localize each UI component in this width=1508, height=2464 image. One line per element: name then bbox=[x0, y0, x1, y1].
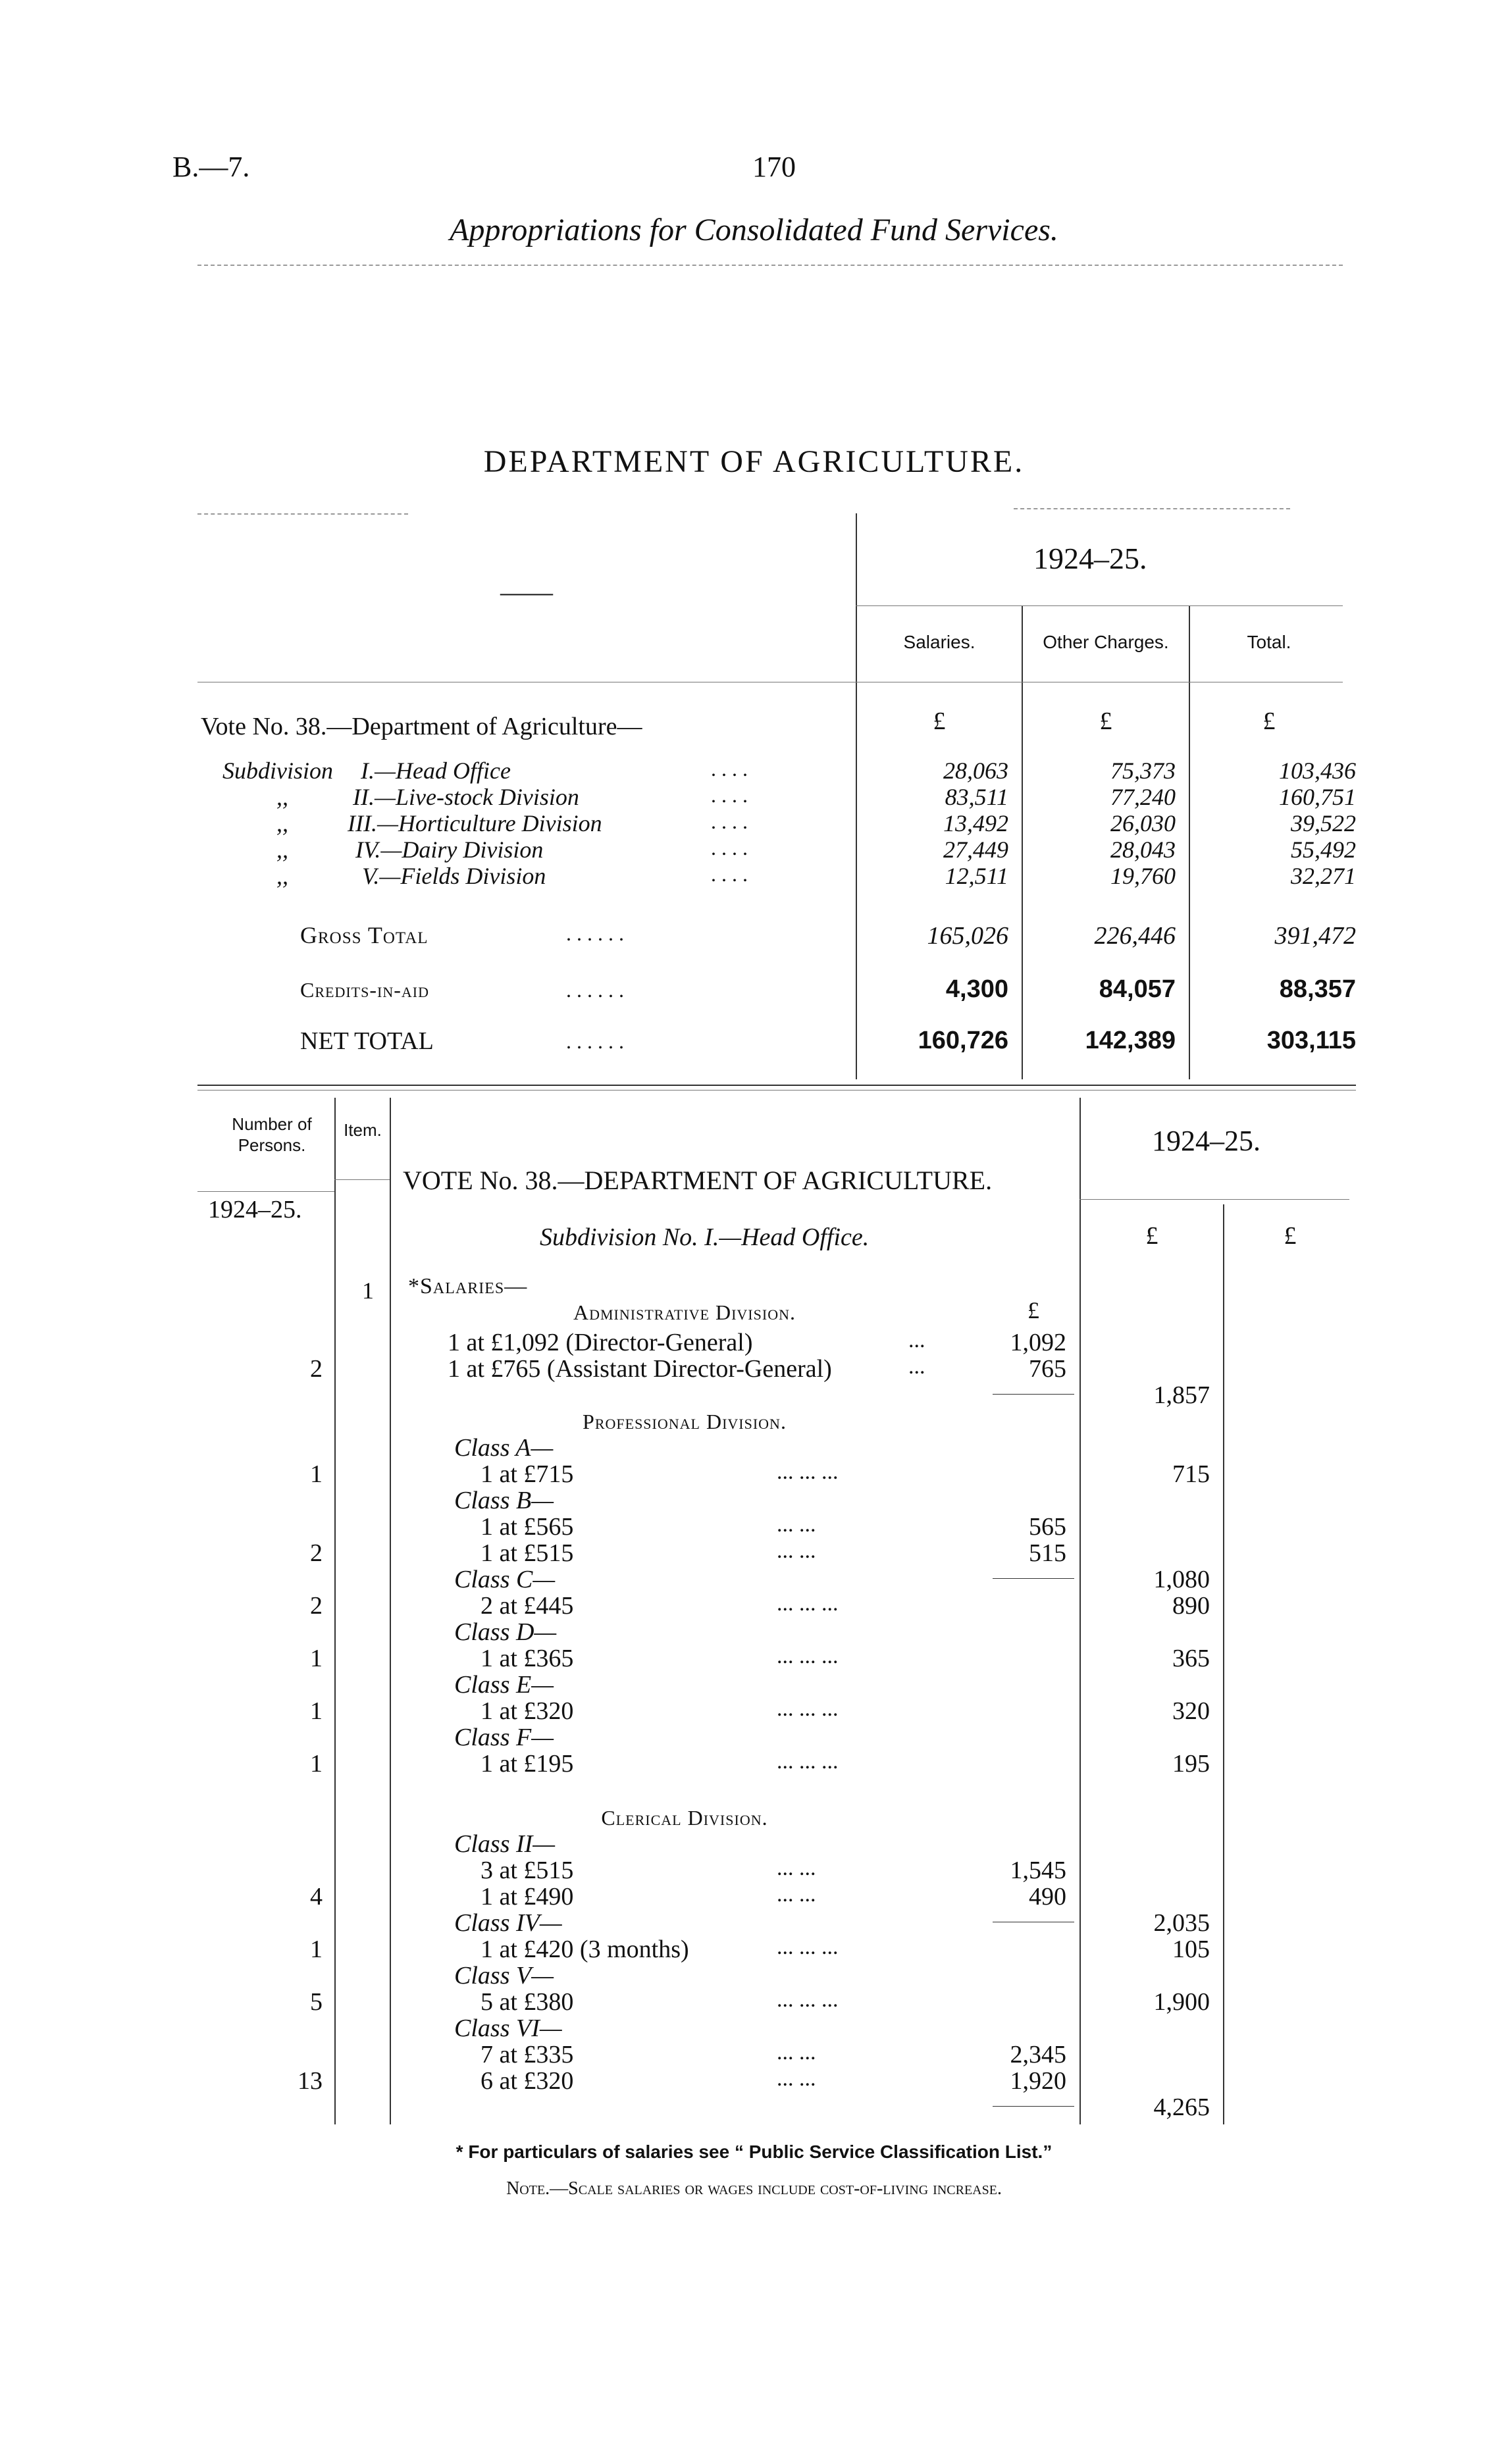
admin-subtotal: 1,857 bbox=[1153, 1381, 1210, 1409]
gross-other: 226,446 bbox=[1094, 922, 1176, 950]
class-persons: 1 bbox=[310, 1645, 323, 1672]
subdivision-prefix: ,, bbox=[276, 784, 288, 810]
class-label: Class VI— bbox=[454, 2015, 562, 2042]
page-code: B.—7. bbox=[172, 151, 250, 183]
detail-year-rule bbox=[1079, 1199, 1349, 1200]
class-line: 1 at £195 bbox=[481, 1750, 574, 1778]
class-persons: 2 bbox=[310, 1592, 323, 1620]
row-dots: . . . . . . bbox=[566, 1029, 624, 1053]
class-amount: 1,545 bbox=[1010, 1857, 1066, 1884]
class-label: Class F— bbox=[454, 1724, 554, 1751]
line-dots: ... bbox=[908, 1354, 925, 1379]
summary-heading: DEPARTMENT OF AGRICULTURE. bbox=[483, 444, 1025, 479]
credits-total: 88,357 bbox=[1279, 975, 1356, 1003]
row-salaries: 27,449 bbox=[943, 836, 1008, 863]
class-persons: 1 bbox=[310, 1750, 323, 1778]
net-total-label: NET TOTAL bbox=[300, 1027, 434, 1055]
subdivision-label: I.—Head Office bbox=[361, 757, 511, 784]
net-salaries: 160,726 bbox=[918, 1027, 1008, 1054]
prof-division-heading: Professional Division. bbox=[583, 1410, 787, 1433]
detail-col-divider-persons bbox=[334, 1098, 336, 2124]
class-label: Class IV— bbox=[454, 1909, 562, 1937]
row-dots: . . . . bbox=[711, 757, 748, 781]
gross-total-label: Gross Total bbox=[300, 922, 429, 948]
class-total: 365 bbox=[1172, 1645, 1210, 1672]
subtotal-rule bbox=[993, 1394, 1074, 1395]
row-dots: . . . . bbox=[711, 783, 748, 807]
detail-year-right: 1924–25. bbox=[1152, 1125, 1261, 1157]
row-other: 75,373 bbox=[1110, 757, 1176, 784]
class-line: 5 at £380 bbox=[481, 1988, 574, 2016]
currency-total: £ bbox=[1262, 707, 1276, 735]
line-dots: ... ... bbox=[777, 1882, 816, 1907]
subdivision-prefix: Subdivision bbox=[222, 757, 333, 784]
row-salaries: 12,511 bbox=[945, 863, 1008, 889]
detail-currency-1: £ bbox=[1145, 1222, 1158, 1250]
class-line: 3 at £515 bbox=[481, 1857, 574, 1884]
col-other-header: Other Charges. bbox=[1043, 632, 1169, 652]
subdivision-label: III.—Horticulture Division bbox=[348, 810, 602, 836]
credits-other: 84,057 bbox=[1099, 975, 1176, 1003]
class-persons: 4 bbox=[310, 1883, 323, 1911]
detail-col-divider-totals bbox=[1223, 1204, 1224, 2124]
class-persons: 5 bbox=[310, 1988, 323, 2016]
class-persons: 2 bbox=[310, 1539, 323, 1567]
class-amount: 2,345 bbox=[1010, 2041, 1066, 2068]
col-total-header: Total. bbox=[1247, 632, 1291, 652]
subtotal-rule bbox=[993, 2106, 1074, 2107]
class-total: 195 bbox=[1172, 1750, 1210, 1778]
class-label: Class A— bbox=[454, 1434, 554, 1462]
line-dots: ... ... ... bbox=[777, 1697, 839, 1721]
subtotal-rule bbox=[993, 1578, 1074, 1579]
class-line: 1 at £365 bbox=[481, 1645, 574, 1672]
cler-division-heading: Clerical Division. bbox=[601, 1806, 768, 1830]
line-dots: ... ... ... bbox=[777, 1591, 839, 1616]
detail-currency-amounts: £ bbox=[1027, 1297, 1039, 1323]
row-other: 26,030 bbox=[1110, 810, 1176, 836]
class-persons: 13 bbox=[298, 2067, 323, 2095]
summary-bottom-rule bbox=[197, 1085, 1356, 1086]
row-total: 32,271 bbox=[1291, 863, 1356, 889]
class-persons: 1 bbox=[310, 1697, 323, 1725]
note: Note.—Scale salaries or wages include cost-of-living increase. bbox=[506, 2178, 1002, 2199]
line-dots: ... ... bbox=[777, 1856, 816, 1880]
row-total: 39,522 bbox=[1291, 810, 1356, 836]
class-persons: 1 bbox=[310, 1460, 323, 1488]
line-dots: ... ... bbox=[777, 1539, 816, 1563]
class-line: 2 at £445 bbox=[481, 1592, 574, 1620]
row-dots: . . . . . . bbox=[566, 978, 624, 1002]
class-line: 1 at £320 bbox=[481, 1697, 574, 1725]
currency-other: £ bbox=[1099, 707, 1112, 735]
class-total: 105 bbox=[1172, 1936, 1210, 1963]
summary-dash: —— bbox=[500, 577, 553, 607]
row-other: 28,043 bbox=[1110, 836, 1176, 863]
line-dots: ... ... bbox=[777, 2040, 816, 2065]
admin-division-heading: Administrative Division. bbox=[573, 1300, 796, 1324]
row-dots: . . . . . . bbox=[566, 921, 624, 945]
detail-currency-2: £ bbox=[1284, 1222, 1297, 1250]
summary-bottom-rule-2 bbox=[197, 1090, 1356, 1091]
detail-header-rule-item bbox=[334, 1179, 390, 1180]
gross-salaries: 165,026 bbox=[927, 922, 1008, 950]
line-dots: ... ... bbox=[777, 1512, 816, 1537]
line-dots: ... ... ... bbox=[777, 1644, 839, 1668]
class-total: 715 bbox=[1172, 1460, 1210, 1488]
class-label: Class V— bbox=[454, 1962, 554, 1989]
summary-top-rule-right bbox=[1014, 508, 1290, 509]
class-line: 6 at £320 bbox=[481, 2067, 574, 2095]
admin-line: 1 at £1,092 (Director-General) bbox=[448, 1329, 753, 1356]
item-number: 1 bbox=[362, 1277, 374, 1304]
class-amount: 515 bbox=[1029, 1539, 1066, 1567]
net-total: 303,115 bbox=[1266, 1027, 1356, 1054]
subdivision-label: II.—Live-stock Division bbox=[353, 784, 579, 810]
line-dots: ... ... ... bbox=[777, 1935, 839, 1959]
class-total: 1,900 bbox=[1153, 1988, 1210, 2016]
detail-col-divider-item bbox=[390, 1098, 391, 2124]
admin-line: 1 at £765 (Assistant Director-General) bbox=[448, 1355, 832, 1383]
line-dots: ... ... ... bbox=[777, 1988, 839, 2012]
detail-vote-title: VOTE No. 38.—DEPARTMENT OF AGRICULTURE. bbox=[403, 1166, 993, 1195]
credits-in-aid-label: Credits-in-aid bbox=[300, 978, 429, 1002]
detail-header-rule-left bbox=[197, 1191, 334, 1192]
class-label: Class B— bbox=[454, 1487, 554, 1514]
subdivision-prefix: ,, bbox=[276, 863, 288, 889]
class-line: 7 at £335 bbox=[481, 2041, 574, 2068]
class-total: 4,265 bbox=[1153, 2093, 1210, 2121]
line-dots: ... ... bbox=[777, 2066, 816, 2091]
class-label: Class D— bbox=[454, 1618, 557, 1646]
row-salaries: 13,492 bbox=[943, 810, 1008, 836]
row-other: 19,760 bbox=[1110, 863, 1176, 889]
admin-amount: 1,092 bbox=[1010, 1329, 1066, 1356]
row-total: 55,492 bbox=[1291, 836, 1356, 863]
class-line: 1 at £565 bbox=[481, 1513, 574, 1541]
row-salaries: 83,511 bbox=[945, 784, 1008, 810]
subdivision-prefix: ,, bbox=[276, 810, 288, 836]
class-total: 320 bbox=[1172, 1697, 1210, 1725]
page-number: 170 bbox=[752, 151, 796, 183]
col-salaries-header: Salaries. bbox=[903, 632, 975, 652]
class-label: Class II— bbox=[454, 1830, 556, 1858]
class-line: 1 at £420 (3 months) bbox=[481, 1936, 689, 1963]
class-total: 2,035 bbox=[1153, 1909, 1210, 1937]
class-amount: 1,920 bbox=[1010, 2067, 1066, 2095]
net-other: 142,389 bbox=[1085, 1027, 1176, 1054]
subdivision-label: IV.—Dairy Division bbox=[355, 836, 544, 863]
page-title: Appropriations for Consolidated Fund Services. bbox=[450, 213, 1058, 247]
subdivision-label: V.—Fields Division bbox=[362, 863, 546, 889]
salaries-heading: *Salaries— bbox=[408, 1274, 528, 1298]
class-persons: 1 bbox=[310, 1936, 323, 1963]
row-dots: . . . . bbox=[711, 836, 748, 860]
currency-salaries: £ bbox=[933, 707, 946, 735]
line-dots: ... bbox=[908, 1328, 925, 1352]
summary-year: 1924–25. bbox=[1033, 542, 1147, 575]
class-amount: 565 bbox=[1029, 1513, 1066, 1541]
col-item-header: Item. bbox=[344, 1120, 382, 1140]
footnote: * For particulars of salaries see “ Public Service Classification List.” bbox=[455, 2142, 1053, 2162]
row-total: 160,751 bbox=[1279, 784, 1356, 810]
row-total: 103,436 bbox=[1279, 757, 1356, 784]
detail-year-left: 1924–25. bbox=[208, 1196, 302, 1223]
summary-year-rule bbox=[856, 605, 1343, 606]
row-dots: . . . . bbox=[711, 862, 748, 886]
gross-total: 391,472 bbox=[1274, 922, 1356, 950]
line-dots: ... ... ... bbox=[777, 1749, 839, 1774]
class-label: Class C— bbox=[454, 1566, 556, 1593]
row-salaries: 28,063 bbox=[943, 757, 1008, 784]
class-total: 890 bbox=[1172, 1592, 1210, 1620]
credits-salaries: 4,300 bbox=[945, 975, 1008, 1003]
class-label: Class E— bbox=[454, 1671, 554, 1699]
col-number-header: Number of Persons. bbox=[232, 1114, 312, 1155]
subdivision-prefix: ,, bbox=[276, 836, 288, 863]
header-rule bbox=[197, 265, 1343, 266]
row-other: 77,240 bbox=[1110, 784, 1176, 810]
class-total: 1,080 bbox=[1153, 1566, 1210, 1593]
class-amount: 490 bbox=[1029, 1883, 1066, 1911]
line-dots: ... ... ... bbox=[777, 1460, 839, 1484]
row-dots: . . . . bbox=[711, 809, 748, 833]
class-line: 1 at £715 bbox=[481, 1460, 574, 1488]
summary-top-rule-left bbox=[197, 513, 408, 515]
vote-label: Vote No. 38.—Department of Agriculture— bbox=[201, 713, 642, 740]
class-line: 1 at £490 bbox=[481, 1883, 574, 1911]
detail-subdivision: Subdivision No. I.—Head Office. bbox=[540, 1223, 870, 1251]
class-line: 1 at £515 bbox=[481, 1539, 574, 1567]
admin-persons: 2 bbox=[310, 1355, 323, 1383]
admin-amount: 765 bbox=[1029, 1355, 1066, 1383]
